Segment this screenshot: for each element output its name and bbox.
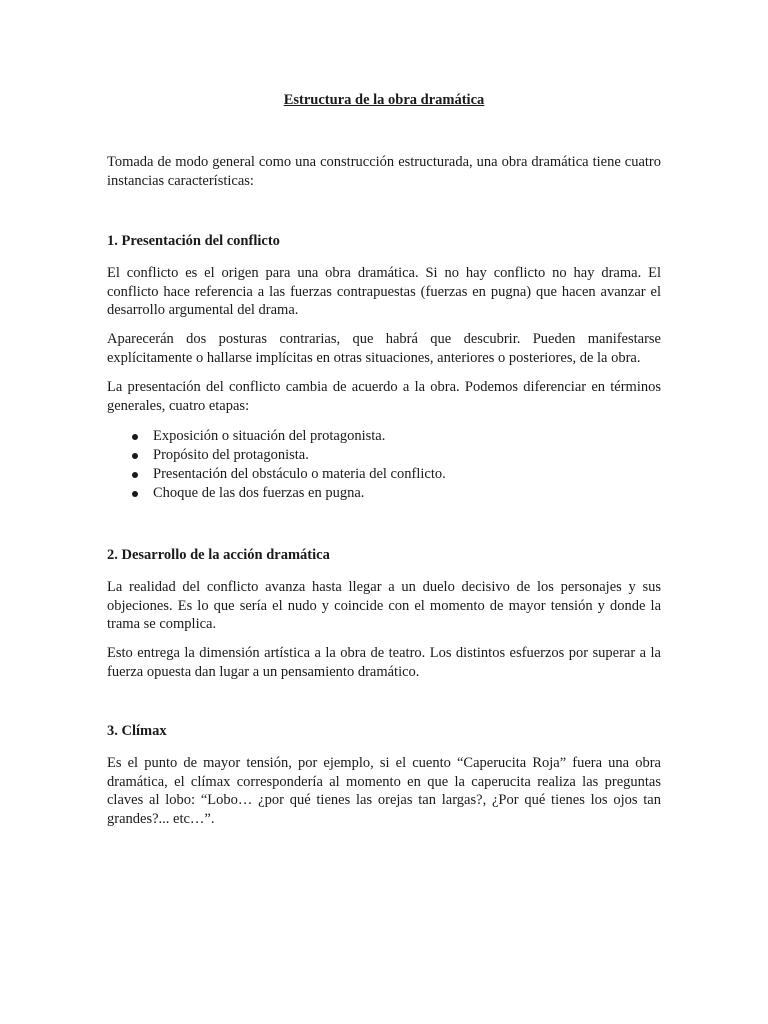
bullet-icon: [132, 453, 138, 459]
document-title: Estructura de la obra dramática: [283, 92, 485, 108]
section-2-paragraph-1: La realidad del conflicto avanza hasta llegar a un duelo decisivo de los personajes y sus objeciones. Es lo que sería el nudo y coincide con el momento de mayor tensión y donde la trama se complica.: [107, 579, 661, 632]
list-item-text: Exposición o situación del protagonista.: [153, 428, 386, 444]
list-item: [107, 465, 661, 484]
section-heading-3: 3. Clímax: [107, 723, 167, 739]
list-item: [107, 427, 661, 446]
bullet-icon: [132, 472, 138, 478]
list-item-text: Presentación del obstáculo o materia del conflicto.: [153, 466, 446, 482]
bullet-icon: [132, 491, 138, 497]
section-1-paragraph-3: La presentación del conflicto cambia de acuerdo a la obra. Podemos diferenciar en términos generales, cuatro etapas:: [107, 379, 661, 414]
bullet-icon: [132, 434, 138, 440]
section-1-paragraph-1: El conflicto es el origen para una obra dramática. Si no hay conflicto no hay drama. El conflicto hace referencia a las fuerzas contrapuestas (fuerzas en pugna) que hacen avanzar el desarrollo argumental del drama.: [107, 265, 661, 318]
section-3-paragraph-1: Es el punto de mayor tensión, por ejemplo, si el cuento “Caperucita Roja” fuera una obra dramática, el clímax correspondería al momento en que la caperucita realiza las preguntas claves al lobo: “Lobo… ¿por qué tienes las orejas tan largas?, ¿Por qué tienes los ojos tan grandes?... etc…”.: [107, 755, 661, 827]
section-1-bullet-list: [107, 427, 661, 503]
section-heading-2: 2. Desarrollo de la acción dramática: [107, 547, 330, 563]
section-2-paragraph-2: Esto entrega la dimensión artística a la obra de teatro. Los distintos esfuerzos por superar a la fuerza opuesta dan lugar a un pensamiento dramático.: [107, 645, 661, 680]
list-item-text: Propósito del protagonista.: [153, 447, 309, 463]
list-item: [107, 484, 661, 503]
section-1-paragraph-2: Aparecerán dos posturas contrarias, que habrá que descubrir. Pueden manifestarse explícitamente o hallarse implícitas en otras situaciones, anteriores o posteriores, de la obra.: [107, 331, 661, 366]
list-item-text: Choque de las dos fuerzas en pugna.: [153, 485, 365, 501]
list-item: [107, 446, 661, 465]
intro-paragraph: Tomada de modo general como una construcción estructurada, una obra dramática tiene cuatro instancias características:: [107, 154, 661, 189]
section-heading-1: 1. Presentación del conflicto: [107, 233, 280, 249]
